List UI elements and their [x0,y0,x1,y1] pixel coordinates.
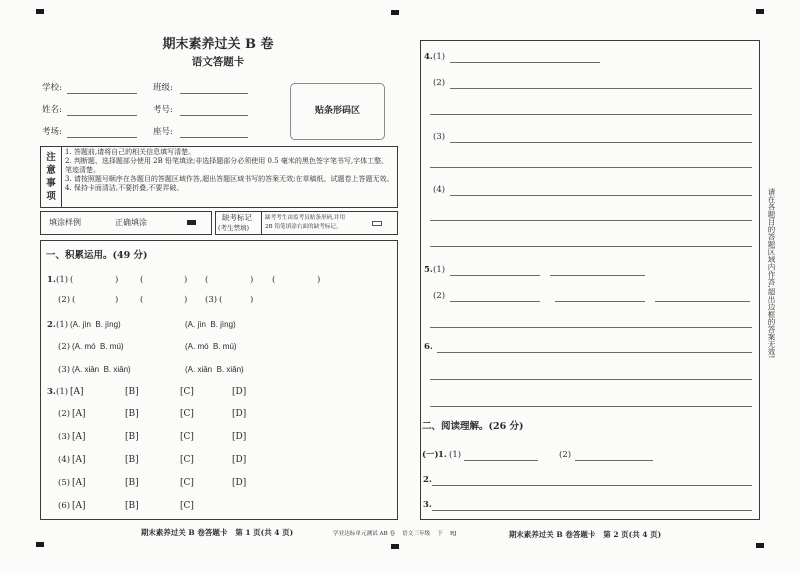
blank-close: ) [115,275,119,285]
blank-close: ) [250,275,254,285]
exam-number-field [180,115,248,116]
answer-line [550,275,645,276]
answer-line [464,460,538,461]
side-notice: 请在各题目的答题区域内作答,超出边框的答案无效! [767,188,776,359]
answer-line [450,195,752,196]
choice-option: [A] [72,432,86,442]
answer-line [430,327,752,328]
choice-option: [B] [125,387,139,397]
subquestion-label: (1) [56,275,69,285]
part1-answer-area [40,240,398,520]
correct-fill-label: 正确填涂 [115,218,147,227]
blank-close: ) [317,275,321,285]
subquestion-label: (1) [56,320,69,330]
name-field [67,115,137,116]
absent-mark-divider [261,212,262,234]
subquestion-label: (1) [56,387,69,397]
question-number: 2. [47,320,56,330]
choice-option: [D] [232,432,247,442]
choice-option: [B] [125,455,139,465]
question-number: 3. [47,387,56,397]
exam-room-field [67,137,137,138]
subquestion-label: (1) [449,450,462,460]
answer-line [450,142,752,143]
note-item: 1. 答题前,请将自己的相关信息填写清楚。 [65,148,196,156]
subquestion-label: (5) [58,478,71,488]
pinyin-choice: (A. xiān B. xiǎn) [72,365,131,374]
pinyin-choice: (A. xiān B. xiǎn) [185,365,244,374]
blank-open: ( [272,275,276,285]
section-title: 二、阅读理解。(26 分) [422,421,524,432]
blank-close: ) [115,295,119,305]
answer-line [450,62,600,63]
subquestion-label: (2) [58,342,71,352]
barcode-label: 贴条形码区 [314,106,360,116]
subquestion-label: (3) [58,365,71,375]
note-item: 3. 请按照题号顺序在各题目的答题区域作答,超出答题区域书写的答案无效;在草稿纸、试题卷上答题无效。 [65,175,394,183]
blank-close: ) [184,275,188,285]
subquestion-label: (2) [559,450,572,460]
fill-sample-label: 填涂样例 [49,218,81,227]
passage-label: (一) [422,450,439,460]
blank-open: ( [205,275,209,285]
registration-mark [391,544,399,549]
answer-line [430,220,752,221]
choice-option: [B] [125,432,139,442]
fill-sample-box [40,211,212,235]
registration-mark [756,543,764,548]
question-number: 5. [424,265,433,275]
subquestion-label: (1) [433,265,446,275]
notes-heading-char: 注 [46,152,56,163]
answer-line [655,301,750,302]
blank-open: ( [70,275,74,285]
blank-close: ) [250,295,254,305]
notes-heading-char: 项 [46,191,56,202]
answer-line [450,275,540,276]
card-subtitle: 语文答题卡 [191,56,245,68]
seat-label: 座号: [153,127,173,137]
question-number: 2. [423,475,432,485]
pinyin-choice: (A. jìn B. jìng) [70,320,121,329]
choice-option: [A] [72,455,86,465]
absent-mark-restriction: (考生禁填) [218,224,250,232]
question-number: 4. [424,52,433,62]
choice-option: [C] [180,501,194,511]
absent-mark-label: 缺考标记 [222,213,252,222]
choice-option: [C] [180,478,194,488]
absent-mark-instruction: 缺考考生由监考员贴条形码,并用 2B 铅笔填涂右面的缺考标记。 [265,215,346,230]
answer-line [450,88,752,89]
choice-option: [D] [232,387,247,397]
registration-mark [36,9,44,14]
question-number: 1. [438,450,447,460]
subquestion-label: (3) [58,432,71,442]
subquestion-label: (4) [58,455,71,465]
answer-line [430,379,752,380]
exam-room-label: 考场: [42,127,62,137]
answer-line [432,485,752,486]
choice-option: [D] [232,455,247,465]
card-title: 期末素养过关 B 卷 [162,37,274,52]
series-footer: 学业达标单元测试 AB 卷 语文三年级 下 RJ [333,531,457,537]
question-number: 1. [47,275,56,285]
choice-option: [A] [70,387,84,397]
filled-bubble-sample [187,220,196,225]
subquestion-label: (2) [58,295,71,305]
answer-line [437,352,752,353]
choice-option: [C] [180,409,194,419]
answer-line [430,167,752,168]
registration-mark [36,542,44,547]
subquestion-label: (3) [433,132,446,142]
absent-mark-bubble [372,221,382,226]
exam-number-label: 考号: [153,105,173,115]
seat-field [180,137,248,138]
choice-option: [A] [72,501,86,511]
section-title: 一、积累运用。(49 分) [46,250,148,261]
blank-open: ( [140,295,144,305]
blank-close: ) [184,295,188,305]
subquestion-label: (2) [433,291,446,301]
barcode-area [290,83,385,140]
choice-option: [C] [180,432,194,442]
note-item: 2. 判断题、选择题部分使用 2B 铅笔填涂;非选择题部分必须使用 0.5 毫米的黑色签字笔书写,字体工整、笔迹清楚。 [65,157,389,174]
subquestion-label: (1) [433,52,446,62]
choice-option: [B] [125,478,139,488]
subquestion-label: (2) [433,78,446,88]
notes-heading [41,147,62,207]
notes-heading-char: 事 [46,178,56,189]
question-number: 3. [423,500,432,510]
answer-line [430,114,752,115]
note-item: 4. 保持卡面清洁,不要折叠,不要弄破。 [65,184,184,192]
subquestion-label: (3) [205,295,218,305]
choice-option: [B] [125,409,139,419]
subquestion-label: (4) [433,185,446,195]
school-label: 学校: [42,83,62,93]
name-label: 姓名: [42,105,62,115]
notes-heading-char: 意 [46,165,56,176]
pinyin-choice: (A. jìn B. jìng) [185,320,236,329]
class-label: 班级: [153,83,173,93]
choice-option: [B] [125,501,139,511]
page-footer: 期末素养过关 B 卷答题卡 第 1 页(共 4 页) [140,528,294,537]
absent-mark-box [215,211,398,235]
subquestion-label: (6) [58,501,71,511]
answer-line [555,301,645,302]
pinyin-choice: (A. mó B. mú) [185,342,237,351]
answer-line [432,510,752,511]
blank-open: ( [72,295,76,305]
notes-list [65,148,395,193]
choice-option: [D] [232,409,247,419]
choice-option: [C] [180,455,194,465]
page2-answer-area [420,40,760,520]
blank-open: ( [140,275,144,285]
notes-box [40,146,398,208]
class-field [180,93,248,94]
answer-line [575,460,653,461]
question-number: 6. [424,342,433,352]
page-footer: 期末素养过关 B 卷答题卡 第 2 页(共 4 页) [508,530,662,539]
choice-option: [A] [72,409,86,419]
school-field [67,93,137,94]
choice-option: [D] [232,478,247,488]
choice-option: [C] [180,387,194,397]
registration-mark [756,9,764,14]
answer-line [430,406,752,407]
answer-line [430,246,752,247]
answer-line [450,301,540,302]
pinyin-choice: (A. mó B. mú) [72,342,124,351]
subquestion-label: (2) [58,409,71,419]
choice-option: [A] [72,478,86,488]
blank-open: ( [219,295,223,305]
registration-mark [391,10,399,15]
